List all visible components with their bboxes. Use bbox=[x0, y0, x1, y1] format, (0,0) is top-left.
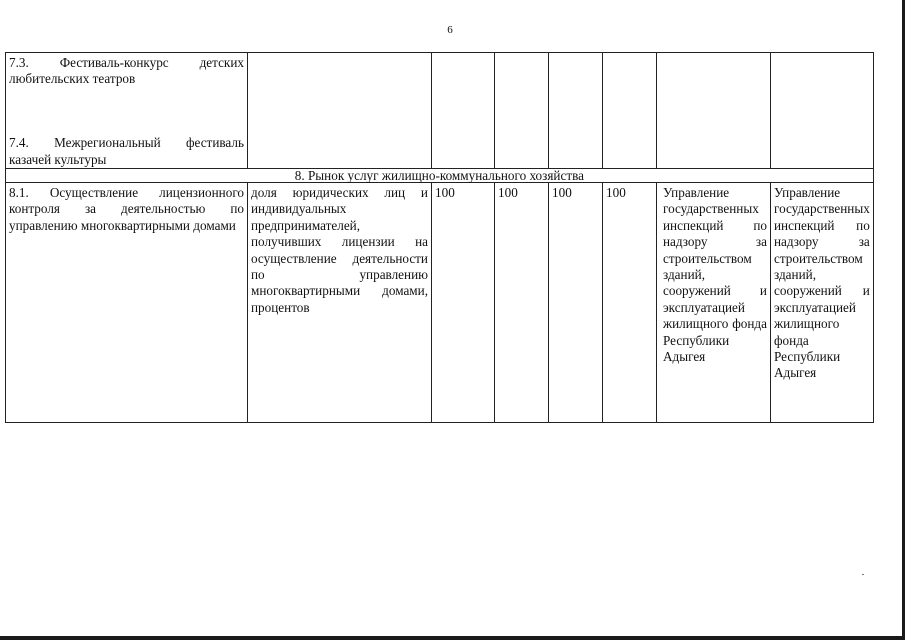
row-7-value-cell bbox=[549, 53, 603, 169]
row-7-indicator-cell bbox=[248, 53, 432, 169]
section-header-row bbox=[6, 169, 874, 183]
row-8-1-value-3: 100 bbox=[549, 183, 603, 423]
section-8-title: 8. Рынок услуг жилищно-коммунального хозяйства bbox=[6, 169, 874, 183]
row-8-1-value-2: 100 bbox=[495, 183, 549, 423]
row-8-1-executor: Управление государственных инспекций по надзору за строительством зданий, сооружений и эксплуатацией жилищного фонда Республики Адыгея bbox=[771, 183, 874, 423]
table-row bbox=[6, 53, 874, 131]
row-7-4-name: 7.4. Межрегиональный фестиваль казачей культуры bbox=[6, 131, 248, 169]
row-7-value-cell bbox=[495, 53, 549, 169]
row-8-1-responsible: Управление государственных инспекций по надзору за строительством зданий, сооружений и эксплуатацией жилищного фонда Республики Адыгея bbox=[657, 183, 771, 423]
measures-table bbox=[5, 52, 874, 423]
scan-speck bbox=[862, 574, 864, 575]
page-number: 6 bbox=[447, 24, 453, 36]
row-7-3-name: 7.3. Фестиваль-конкурс детских любительских театров bbox=[6, 53, 248, 131]
row-8-1-value-1: 100 bbox=[432, 183, 495, 423]
table-row bbox=[6, 183, 874, 423]
row-7-executor-cell bbox=[771, 53, 874, 169]
row-7-responsible-cell bbox=[657, 53, 771, 169]
scan-edge-bottom bbox=[0, 636, 905, 640]
row-7-value-cell bbox=[603, 53, 657, 169]
row-8-1-indicator: доля юридических лиц и индивидуальных предпринимателей, получивших лицензии на осуществление деятельности по управлению многоквартирными домами, процентов bbox=[248, 183, 432, 423]
row-8-1-name: 8.1. Осуществление лицензионного контроля за деятельностью по управлению многоквартирными домами bbox=[6, 183, 248, 423]
row-7-value-cell bbox=[432, 53, 495, 169]
row-8-1-value-4: 100 bbox=[603, 183, 657, 423]
